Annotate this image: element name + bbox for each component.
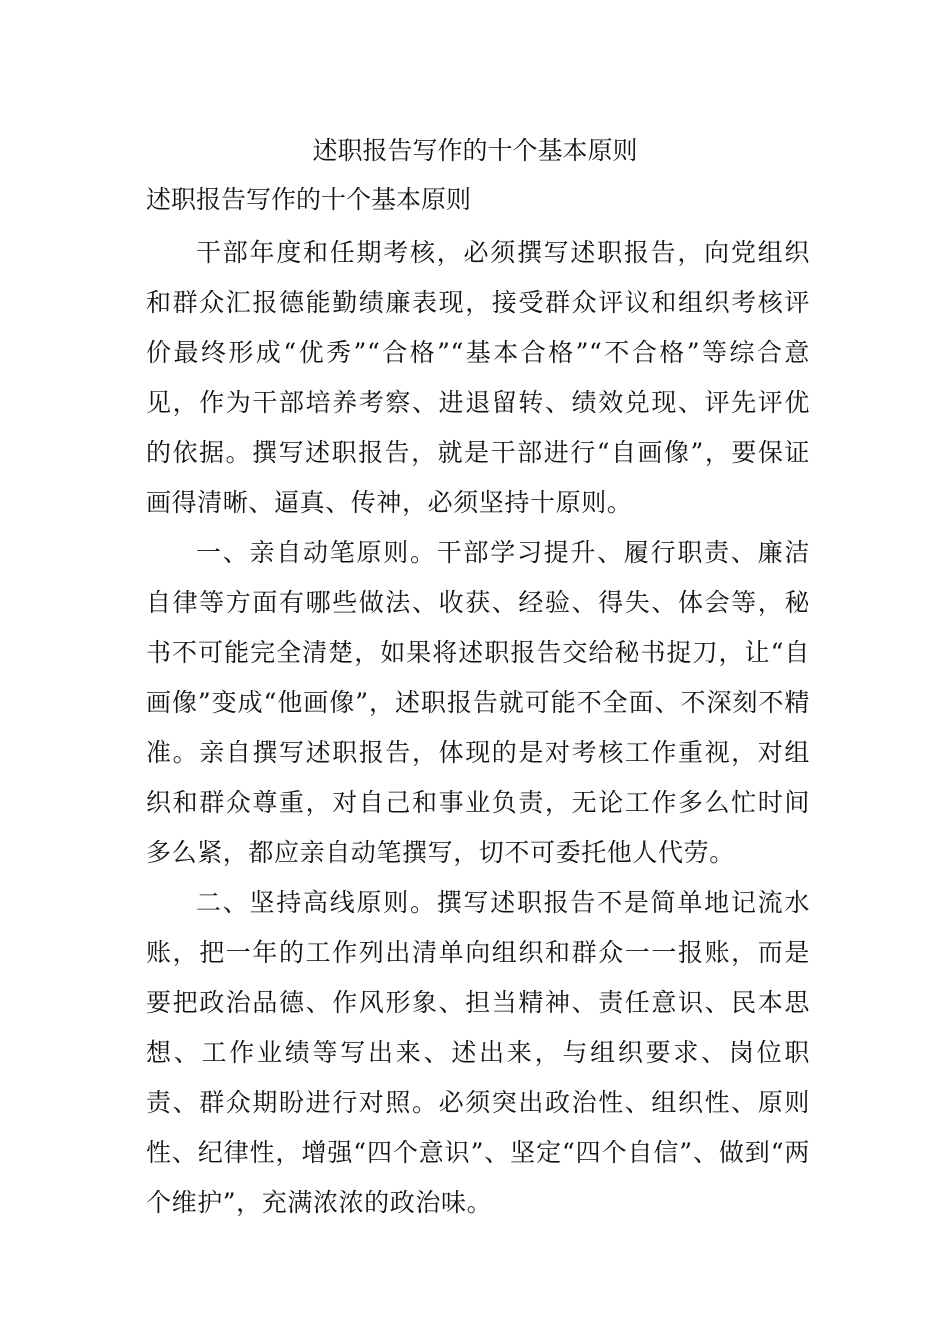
document-subtitle: 述职报告写作的十个基本原则 <box>146 185 472 214</box>
paragraph-principle-2: 二、坚持高线原则。撰写述职报告不是简单地记流水账，把一年的工作列出清单向组织和群众一一报账，而是要把政治品德、作风形象、担当精神、责任意识、民本思想、工作业绩等写出来、述出来，与组织要求、岗位职责、群众期盼进行对照。必须突出政治性、组织性、原则性、纪律性，增强“四个意识”、坚定“四个自信”、做到“两个维护”，充满浓浓的政治味。 <box>146 888 810 1217</box>
document-title: 述职报告写作的十个基本原则 <box>312 136 638 165</box>
document-body <box>146 228 810 1228</box>
paragraph-intro: 干部年度和任期考核，必须撰写述职报告，向党组织和群众汇报德能勤绩廉表现，接受群众评议和组织考核评价最终形成“优秀”“合格”“基本合格”“不合格”等综合意见，作为干部培养考察、进退留转、绩效兑现、评先评优的依据。撰写述职报告，就是干部进行“自画像”，要保证画得清晰、逼真、传神，必须坚持十原则。 <box>146 238 810 517</box>
paragraph-principle-1: 一、亲自动笔原则。干部学习提升、履行职责、廉洁自律等方面有哪些做法、收获、经验、得失、体会等，秘书不可能完全清楚，如果将述职报告交给秘书捉刀，让“自画像”变成“他画像”，述职报告就可能不全面、不深刻不精准。亲自撰写述职报告，体现的是对考核工作重视，对组织和群众尊重，对自己和事业负责，无论工作多么忙时间多么紧，都应亲自动笔撰写，切不可委托他人代劳。 <box>146 538 810 867</box>
